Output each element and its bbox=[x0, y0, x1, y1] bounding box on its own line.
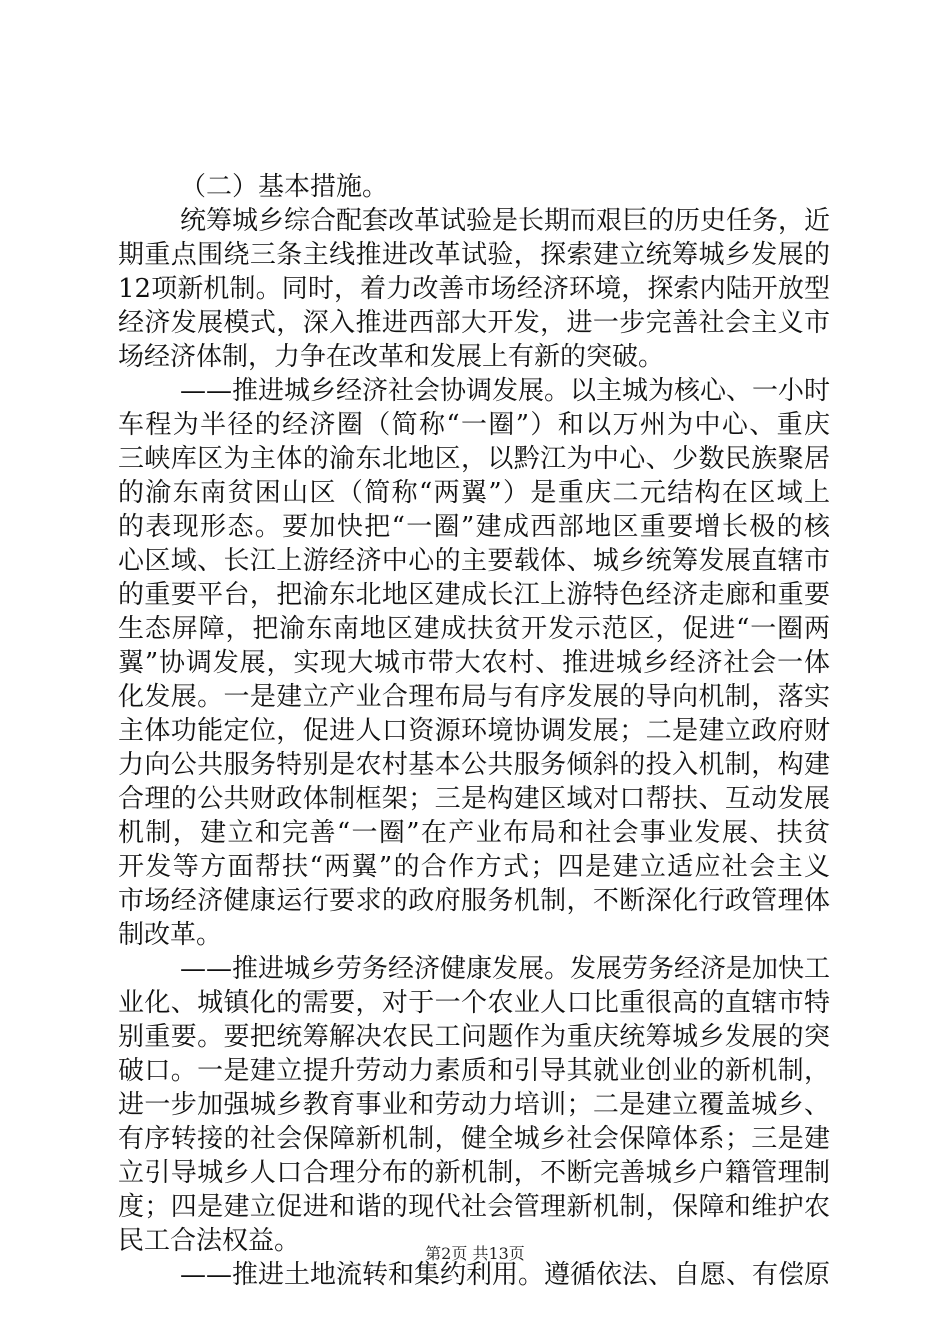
text-line: 场经济体制，力争在改革和发展上有新的突破。 bbox=[118, 342, 665, 372]
text-line: 市场经济健康运行要求的政府服务机制，不断深化行政管理体 bbox=[118, 886, 830, 916]
text-line: 机制，建立和完善“一圈”在产业布局和社会事业发展、扶贫 bbox=[118, 818, 830, 848]
text-line: 的渝东南贫困山区（简称“两翼”）是重庆二元结构在区域上 bbox=[118, 478, 830, 508]
text-line: 力向公共服务特别是农村基本公共服务倾斜的投入机制，构建 bbox=[118, 750, 830, 780]
text-line: 有序转接的社会保障新机制，健全城乡社会保障体系；三是建 bbox=[118, 1124, 830, 1154]
text-line: 经济发展模式，深入推进西部大开发，进一步完善社会主义市 bbox=[118, 308, 830, 338]
text-line: 度；四是建立促进和谐的现代社会管理新机制，保障和维护农 bbox=[118, 1192, 830, 1222]
text-line: 12项新机制。同时，着力改善市场经济环境，探索内陆开放型 bbox=[118, 274, 830, 304]
text-line: 期重点围绕三条主线推进改革试验，探索建立统筹城乡发展的 bbox=[118, 240, 830, 270]
text-line: 别重要。要把统筹解决农民工问题作为重庆统筹城乡发展的突 bbox=[118, 1022, 830, 1052]
text-line: 的重要平台，把渝东北地区建成长江上游特色经济走廊和重要 bbox=[118, 580, 830, 610]
text-line: ——推进土地流转和集约利用。遵循依法、自愿、有偿原 bbox=[180, 1260, 830, 1290]
text-line: 开发等方面帮扶“两翼”的合作方式；四是建立适应社会主义 bbox=[118, 852, 830, 882]
text-line: 翼”协调发展，实现大城市带大农村、推进城乡经济社会一体 bbox=[118, 648, 830, 678]
text-line: ——推进城乡经济社会协调发展。以主城为核心、一小时 bbox=[180, 376, 830, 406]
text-line: 主体功能定位，促进人口资源环境协调发展；二是建立政府财 bbox=[118, 716, 830, 746]
text-line: ——推进城乡劳务经济健康发展。发展劳务经济是加快工 bbox=[180, 954, 830, 984]
text-line: 破口。一是建立提升劳动力素质和引导其就业创业的新机制， bbox=[118, 1056, 830, 1086]
text-line: 合理的公共财政体制框架；三是构建区域对口帮扶、互动发展 bbox=[118, 784, 830, 814]
text-line: 业化、城镇化的需要，对于一个农业人口比重很高的直辖市特 bbox=[118, 988, 830, 1018]
text-line: 心区域、长江上游经济中心的主要载体、城乡统筹发展直辖市 bbox=[118, 546, 830, 576]
text-line: 统筹城乡综合配套改革试验是长期而艰巨的历史任务，近 bbox=[180, 206, 830, 236]
text-line: 制改革。 bbox=[118, 920, 223, 950]
section-heading: （二）基本措施。 bbox=[180, 172, 389, 202]
text-line: 生态屏障，把渝东南地区建成扶贫开发示范区，促进“一圈两 bbox=[118, 614, 830, 644]
text-line: 三峡库区为主体的渝东北地区，以黔江为中心、少数民族聚居 bbox=[118, 444, 830, 474]
text-line: 进一步加强城乡教育事业和劳动力培训；二是建立覆盖城乡、 bbox=[118, 1090, 830, 1120]
text-line: 车程为半径的经济圈（简称“一圈”）和以万州为中心、重庆 bbox=[118, 410, 830, 440]
page-number-footer: 第2页 共13页 bbox=[425, 1244, 525, 1263]
text-line: 的表现形态。要加快把“一圈”建成西部地区重要增长极的核 bbox=[118, 512, 830, 542]
text-line: 立引导城乡人口合理分布的新机制，不断完善城乡户籍管理制 bbox=[118, 1158, 830, 1188]
text-line: 化发展。一是建立产业合理布局与有序发展的导向机制，落实 bbox=[118, 682, 830, 712]
text-line: 民工合法权益。 bbox=[118, 1226, 301, 1256]
